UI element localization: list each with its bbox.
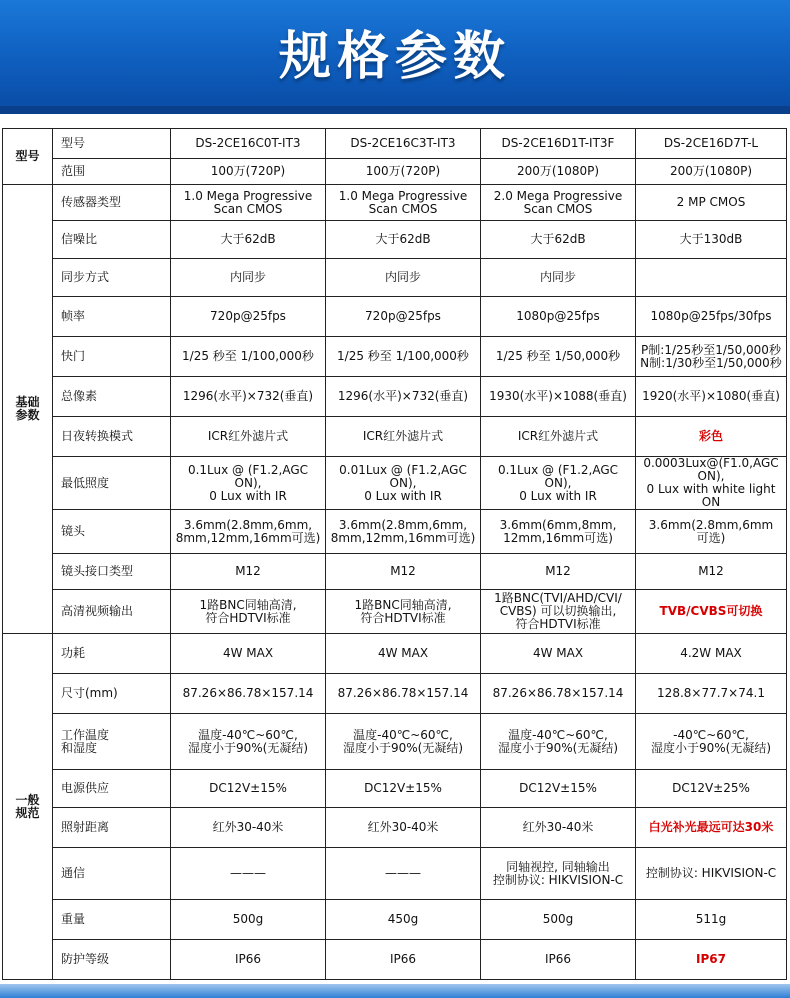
spec-cell-lens-4: 3.6mm(2.8mm,6mm 可选) xyxy=(636,510,787,554)
spec-cell-irrange-4: 白光补光最远可达30米 xyxy=(636,808,787,848)
spec-cell-env-3: 温度-40℃~60℃, 湿度小于90%(无凝结) xyxy=(481,714,636,770)
spec-cell-daynight-4: 彩色 xyxy=(636,417,787,457)
spec-row-power xyxy=(3,634,787,674)
param-label-shutter: 快门 xyxy=(53,337,171,377)
param-label-pixels: 总像素 xyxy=(53,377,171,417)
page-title: 规格参数 xyxy=(278,27,511,87)
spec-row-hdout xyxy=(3,590,787,634)
param-label-size: 尺寸(mm) xyxy=(53,674,171,714)
spec-cell-power-4: 4.2W MAX xyxy=(636,634,787,674)
param-label-model: 型号 xyxy=(53,129,171,159)
spec-cell-ip-4: IP67 xyxy=(636,940,787,980)
spec-cell-range-3: 200万(1080P) xyxy=(481,159,636,185)
param-label-hdout: 高清视频输出 xyxy=(53,590,171,634)
param-label-power: 功耗 xyxy=(53,634,171,674)
group-label-basic: 基础 参数 xyxy=(3,185,53,634)
spec-cell-snr-1: 大于62dB xyxy=(171,221,326,259)
spec-row-range xyxy=(3,159,787,185)
spec-row-snr xyxy=(3,221,787,259)
spec-cell-weight-2: 450g xyxy=(326,900,481,940)
spec-cell-sensor-4: 2 MP CMOS xyxy=(636,185,787,221)
spec-cell-model-4: DS-2CE16D7T-L xyxy=(636,129,787,159)
spec-cell-lux-3: 0.1Lux @ (F1.2,AGC ON), 0 Lux with IR xyxy=(481,457,636,510)
spec-row-framerate xyxy=(3,297,787,337)
spec-cell-pixels-3: 1930(水平)×1088(垂直) xyxy=(481,377,636,417)
spec-cell-range-4: 200万(1080P) xyxy=(636,159,787,185)
spec-cell-framerate-4: 1080p@25fps/30fps xyxy=(636,297,787,337)
spec-cell-power-1: 4W MAX xyxy=(171,634,326,674)
spec-cell-shutter-1: 1/25 秒至 1/100,000秒 xyxy=(171,337,326,377)
spec-row-ip xyxy=(3,940,787,980)
spec-cell-sync-3: 内同步 xyxy=(481,259,636,297)
param-label-framerate: 帧率 xyxy=(53,297,171,337)
spec-cell-sensor-2: 1.0 Mega Progressive Scan CMOS xyxy=(326,185,481,221)
spec-cell-daynight-2: ICR红外滤片式 xyxy=(326,417,481,457)
spec-cell-pixels-4: 1920(水平)×1080(垂直) xyxy=(636,377,787,417)
param-label-lux: 最低照度 xyxy=(53,457,171,510)
group-label-model: 型号 xyxy=(3,129,53,185)
spec-cell-ip-1: IP66 xyxy=(171,940,326,980)
spec-cell-comm-3: 同轴视控, 同轴输出 控制协议: HIKVISION-C xyxy=(481,848,636,900)
param-label-snr: 信噪比 xyxy=(53,221,171,259)
param-label-lens: 镜头 xyxy=(53,510,171,554)
spec-cell-irrange-2: 红外30-40米 xyxy=(326,808,481,848)
spec-cell-lens-1: 3.6mm(2.8mm,6mm, 8mm,12mm,16mm可选) xyxy=(171,510,326,554)
spec-cell-framerate-3: 1080p@25fps xyxy=(481,297,636,337)
group-label-general: 一般 规范 xyxy=(3,634,53,980)
spec-row-mount xyxy=(3,554,787,590)
spec-row-shutter xyxy=(3,337,787,377)
spec-row-model xyxy=(3,129,787,159)
spec-cell-framerate-1: 720p@25fps xyxy=(171,297,326,337)
spec-row-comm xyxy=(3,848,787,900)
spec-cell-supply-3: DC12V±15% xyxy=(481,770,636,808)
spec-row-supply xyxy=(3,770,787,808)
spec-cell-comm-1: ——— xyxy=(171,848,326,900)
spec-cell-comm-4: 控制协议: HIKVISION-C xyxy=(636,848,787,900)
spec-cell-irrange-3: 红外30-40米 xyxy=(481,808,636,848)
spec-cell-model-3: DS-2CE16D1T-IT3F xyxy=(481,129,636,159)
spec-cell-snr-2: 大于62dB xyxy=(326,221,481,259)
spec-cell-sync-2: 内同步 xyxy=(326,259,481,297)
spec-cell-comm-2: ——— xyxy=(326,848,481,900)
spec-cell-sync-4 xyxy=(636,259,787,297)
spec-cell-pixels-1: 1296(水平)×732(垂直) xyxy=(171,377,326,417)
spec-row-env xyxy=(3,714,787,770)
spec-cell-env-4: -40℃~60℃, 湿度小于90%(无凝结) xyxy=(636,714,787,770)
spec-cell-range-2: 100万(720P) xyxy=(326,159,481,185)
param-label-supply: 电源供应 xyxy=(53,770,171,808)
spec-row-daynight xyxy=(3,417,787,457)
param-label-daynight: 日夜转换模式 xyxy=(53,417,171,457)
spec-cell-power-3: 4W MAX xyxy=(481,634,636,674)
spec-cell-sync-1: 内同步 xyxy=(171,259,326,297)
param-label-comm: 通信 xyxy=(53,848,171,900)
spec-cell-lens-3: 3.6mm(6mm,8mm, 12mm,16mm可选) xyxy=(481,510,636,554)
spec-cell-daynight-1: ICR红外滤片式 xyxy=(171,417,326,457)
spec-cell-model-1: DS-2CE16C0T-IT3 xyxy=(171,129,326,159)
param-label-range: 范围 xyxy=(53,159,171,185)
spec-cell-snr-4: 大于130dB xyxy=(636,221,787,259)
param-label-sensor: 传感器类型 xyxy=(53,185,171,221)
spec-cell-mount-4: M12 xyxy=(636,554,787,590)
spec-cell-sensor-3: 2.0 Mega Progressive Scan CMOS xyxy=(481,185,636,221)
spec-cell-hdout-2: 1路BNC同轴高清, 符合HDTVI标准 xyxy=(326,590,481,634)
spec-cell-shutter-4: P制:1/25秒至1/50,000秒 N制:1/30秒至1/50,000秒 xyxy=(636,337,787,377)
spec-cell-supply-1: DC12V±15% xyxy=(171,770,326,808)
spec-cell-hdout-1: 1路BNC同轴高清, 符合HDTVI标准 xyxy=(171,590,326,634)
spec-cell-model-2: DS-2CE16C3T-IT3 xyxy=(326,129,481,159)
spec-cell-weight-1: 500g xyxy=(171,900,326,940)
spec-cell-irrange-1: 红外30-40米 xyxy=(171,808,326,848)
spec-cell-lux-4: 0.0003Lux@(F1.0,AGC ON), 0 Lux with white light ON xyxy=(636,457,787,510)
spec-cell-size-4: 128.8×77.7×74.1 xyxy=(636,674,787,714)
bottom-bar xyxy=(0,984,790,998)
spec-cell-shutter-3: 1/25 秒至 1/50,000秒 xyxy=(481,337,636,377)
spec-cell-size-1: 87.26×86.78×157.14 xyxy=(171,674,326,714)
spec-cell-range-1: 100万(720P) xyxy=(171,159,326,185)
spec-cell-sensor-1: 1.0 Mega Progressive Scan CMOS xyxy=(171,185,326,221)
spec-cell-lux-1: 0.1Lux @ (F1.2,AGC ON), 0 Lux with IR xyxy=(171,457,326,510)
spec-table xyxy=(2,128,787,980)
spec-cell-shutter-2: 1/25 秒至 1/100,000秒 xyxy=(326,337,481,377)
spec-cell-weight-3: 500g xyxy=(481,900,636,940)
spec-cell-hdout-3: 1路BNC(TVI/AHD/CVI/ CVBS) 可以切换输出, 符合HDTVI标准 xyxy=(481,590,636,634)
spec-cell-env-2: 温度-40℃~60℃, 湿度小于90%(无凝结) xyxy=(326,714,481,770)
spec-cell-ip-2: IP66 xyxy=(326,940,481,980)
spec-cell-lux-2: 0.01Lux @ (F1.2,AGC ON), 0 Lux with IR xyxy=(326,457,481,510)
spec-cell-supply-2: DC12V±15% xyxy=(326,770,481,808)
spec-row-weight xyxy=(3,900,787,940)
spec-cell-power-2: 4W MAX xyxy=(326,634,481,674)
spec-cell-framerate-2: 720p@25fps xyxy=(326,297,481,337)
spec-row-size xyxy=(3,674,787,714)
spec-row-lens xyxy=(3,510,787,554)
spec-cell-env-1: 温度-40℃~60℃, 湿度小于90%(无凝结) xyxy=(171,714,326,770)
param-label-sync: 同步方式 xyxy=(53,259,171,297)
spec-row-lux xyxy=(3,457,787,510)
spec-cell-size-3: 87.26×86.78×157.14 xyxy=(481,674,636,714)
spec-cell-weight-4: 511g xyxy=(636,900,787,940)
spec-cell-size-2: 87.26×86.78×157.14 xyxy=(326,674,481,714)
spec-cell-snr-3: 大于62dB xyxy=(481,221,636,259)
spec-cell-ip-3: IP66 xyxy=(481,940,636,980)
banner-stripe xyxy=(0,106,790,114)
param-label-weight: 重量 xyxy=(53,900,171,940)
param-label-env: 工作温度 和湿度 xyxy=(53,714,171,770)
spec-cell-daynight-3: ICR红外滤片式 xyxy=(481,417,636,457)
param-label-ip: 防护等级 xyxy=(53,940,171,980)
spec-cell-mount-2: M12 xyxy=(326,554,481,590)
spec-cell-mount-1: M12 xyxy=(171,554,326,590)
param-label-irrange: 照射距离 xyxy=(53,808,171,848)
spec-row-pixels xyxy=(3,377,787,417)
param-label-mount: 镜头接口类型 xyxy=(53,554,171,590)
spec-cell-lens-2: 3.6mm(2.8mm,6mm, 8mm,12mm,16mm可选) xyxy=(326,510,481,554)
spec-cell-supply-4: DC12V±25% xyxy=(636,770,787,808)
spec-row-sensor xyxy=(3,185,787,221)
spec-row-sync xyxy=(3,259,787,297)
spec-row-irrange xyxy=(3,808,787,848)
spec-cell-mount-3: M12 xyxy=(481,554,636,590)
spec-cell-pixels-2: 1296(水平)×732(垂直) xyxy=(326,377,481,417)
spec-cell-hdout-4: TVB/CVBS可切换 xyxy=(636,590,787,634)
